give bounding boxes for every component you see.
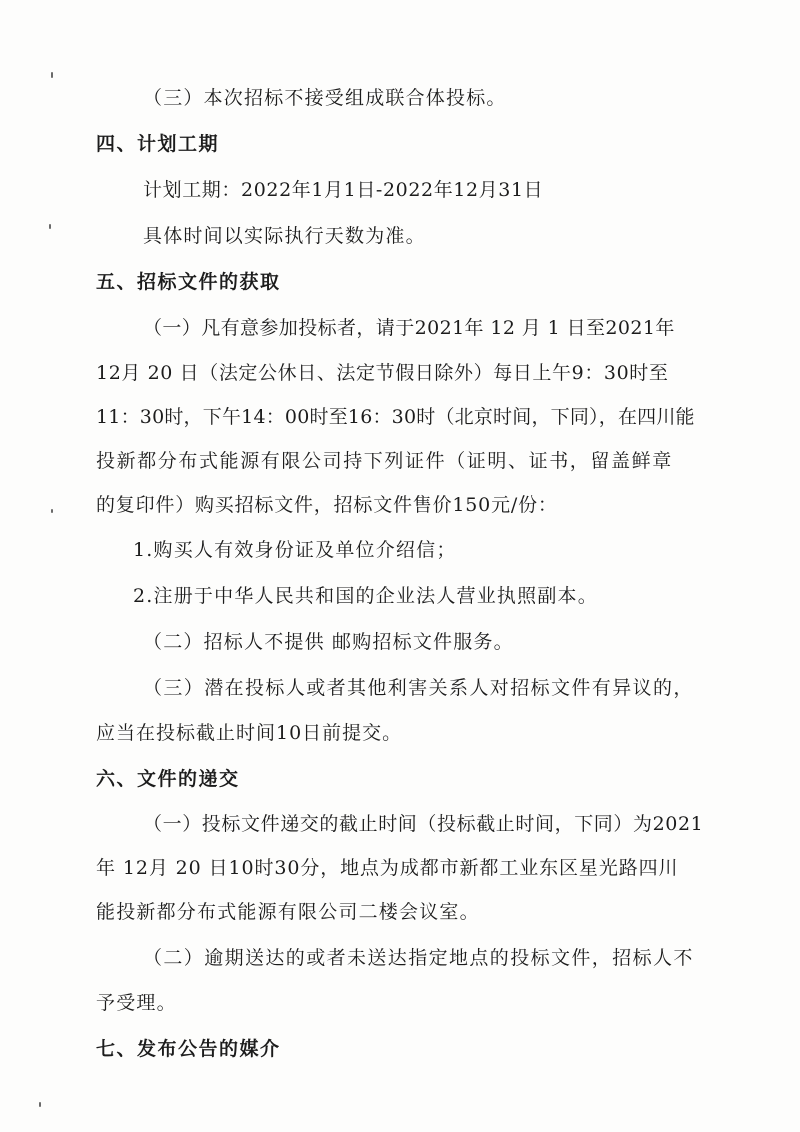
section-heading-schedule: 四、计划工期 <box>96 133 220 155</box>
scan-mark <box>39 1102 41 1107</box>
obtain-para-1-line-2: 12月 20 日（法定公休日、法定节假日除外）每日上午9：30时至 <box>96 362 669 384</box>
obtain-para-3-line-1: （三）潜在投标人或者其他利害关系人对招标文件有异议的， <box>143 677 694 699</box>
obtain-para-1-line-5: 的复印件）购买招标文件，招标文件售价150元/份： <box>96 494 558 516</box>
section-heading-submission: 六、文件的递交 <box>96 768 240 790</box>
para-3-joint-bidding: （三）本次招标不接受组成联合体投标。 <box>143 87 507 109</box>
submission-para-1-line-2: 年 12月 20 日10时30分，地点为成都市新都工业东区星光路四川 <box>96 857 679 879</box>
submission-para-2-line-1: （二）逾期送达的或者未送达指定地点的投标文件，招标人不 <box>143 947 694 969</box>
obtain-para-1-line-3: 11：30时，下午14：00时至16：30时（北京时间，下同），在四川能 <box>96 406 695 428</box>
requirement-item-2: 2.注册于中华人民共和国的企业法人营业执照副本。 <box>133 585 598 607</box>
submission-para-2-line-2: 予受理。 <box>96 992 177 1014</box>
scan-mark <box>51 509 53 513</box>
obtain-para-3-line-2: 应当在投标截止时间10日前提交。 <box>96 722 403 744</box>
section-heading-obtain-documents: 五、招标文件的获取 <box>96 271 281 293</box>
schedule-note: 具体时间以实际执行天数为准。 <box>143 225 426 247</box>
scan-mark <box>49 224 51 229</box>
obtain-para-1-line-1: （一）凡有意参加投标者，请于2021年 12 月 1 日至2021年 <box>143 317 675 339</box>
section-heading-publication-media: 七、发布公告的媒介 <box>96 1038 281 1060</box>
submission-para-1-line-3: 能投新都分布式能源有限公司二楼会议室。 <box>96 901 480 923</box>
scan-mark <box>51 72 53 78</box>
schedule-period: 计划工期：2022年1月1日-2022年12月31日 <box>143 179 544 201</box>
requirement-item-1: 1.购买人有效身份证及单位介绍信； <box>133 539 457 561</box>
submission-para-1-line-1: （一）投标文件递交的截止时间（投标截止时间，下同）为2021 <box>143 813 704 835</box>
obtain-para-2: （二）招标人不提供 邮购招标文件服务。 <box>143 631 514 653</box>
obtain-para-1-line-4: 投新都分布式能源有限公司持下列证件（证明、证书，留盖鲜章 <box>96 450 673 472</box>
